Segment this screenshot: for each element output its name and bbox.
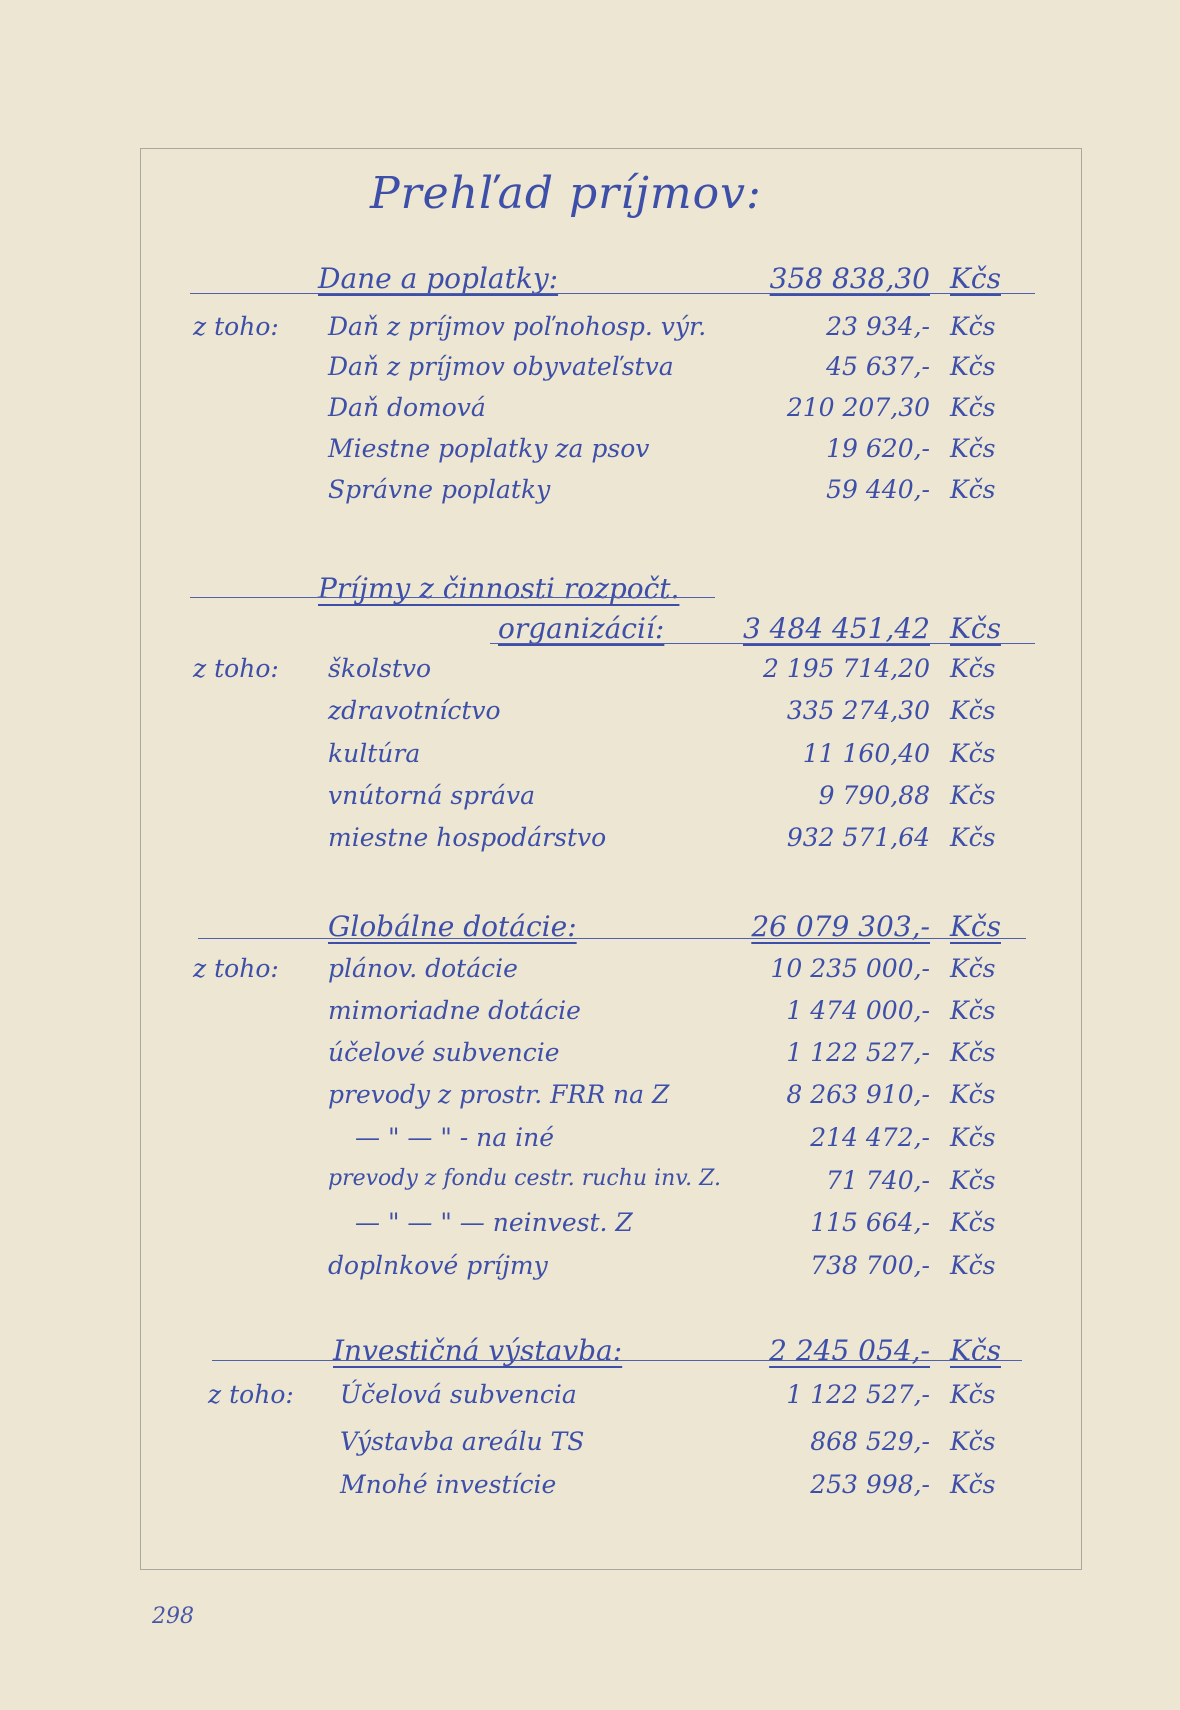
line-item-currency: Kčs bbox=[950, 781, 996, 810]
line-item-amount: 210 207,30 bbox=[786, 393, 930, 422]
line-item-currency: Kčs bbox=[950, 823, 996, 852]
section-heading-dotacie: Globálne dotácie: bbox=[328, 910, 577, 943]
line-item-currency: Kčs bbox=[950, 954, 996, 983]
line-item-label: prevody z prostr. FRR na Z bbox=[328, 1080, 670, 1109]
line-item-currency: Kčs bbox=[950, 1427, 996, 1456]
page-number: 298 bbox=[152, 1604, 194, 1629]
prefix-label: z toho: bbox=[193, 954, 279, 983]
line-item-currency: Kčs bbox=[950, 1080, 996, 1109]
line-item-currency: Kčs bbox=[950, 1380, 996, 1409]
line-item-currency: Kčs bbox=[950, 1470, 996, 1499]
line-item-amount: 2 195 714,20 bbox=[763, 654, 930, 683]
line-item-label: Daň domová bbox=[328, 393, 486, 422]
line-item-amount: 11 160,40 bbox=[802, 739, 930, 768]
line-item-currency: Kčs bbox=[950, 739, 996, 768]
line-item-label: Miestne poplatky za psov bbox=[328, 434, 650, 463]
line-item-label: zdravotníctvo bbox=[328, 696, 501, 725]
line-item-amount: 1 122 527,- bbox=[786, 1380, 930, 1409]
line-item-currency: Kčs bbox=[950, 996, 996, 1025]
line-item-amount: 9 790,88 bbox=[818, 781, 930, 810]
line-item-amount: 253 998,- bbox=[810, 1470, 930, 1499]
line-item-amount: 23 934,- bbox=[826, 312, 930, 341]
line-item-label: plánov. dotácie bbox=[328, 954, 518, 983]
line-item-label: Správne poplatky bbox=[328, 475, 551, 504]
line-item-currency: Kčs bbox=[950, 1208, 996, 1237]
line-item-amount: 115 664,- bbox=[810, 1208, 930, 1237]
line-item-amount: 738 700,- bbox=[810, 1251, 930, 1280]
line-item-label: doplnkové príjmy bbox=[328, 1251, 548, 1280]
line-item-amount: 45 637,- bbox=[826, 352, 930, 381]
currency-label: Kčs bbox=[950, 262, 1001, 295]
section-total-prijmy: 3 484 451,42 bbox=[742, 612, 930, 645]
line-item-amount: 932 571,64 bbox=[786, 823, 930, 852]
line-item-amount: 868 529,- bbox=[810, 1427, 930, 1456]
line-item-label: vnútorná správa bbox=[328, 781, 536, 810]
line-item-amount: 1 474 000,- bbox=[786, 996, 930, 1025]
line-item-currency: Kčs bbox=[950, 352, 996, 381]
line-item-currency: Kčs bbox=[950, 1038, 996, 1067]
prefix-label: z toho: bbox=[208, 1380, 294, 1409]
line-item-currency: Kčs bbox=[950, 1166, 996, 1195]
line-item-currency: Kčs bbox=[950, 475, 996, 504]
currency-label: Kčs bbox=[950, 910, 1001, 943]
section-rule bbox=[198, 938, 1026, 939]
line-item-amount: 71 740,- bbox=[826, 1166, 930, 1195]
section-rule bbox=[190, 293, 1035, 294]
line-item-label: kultúra bbox=[328, 739, 421, 768]
section-total-investicie: 2 245 054,- bbox=[769, 1334, 930, 1367]
line-item-amount: 1 122 527,- bbox=[786, 1038, 930, 1067]
line-item-label: účelové subvencie bbox=[328, 1038, 560, 1067]
prefix-label: z toho: bbox=[193, 654, 279, 683]
line-item-amount: 10 235 000,- bbox=[770, 954, 930, 983]
currency-label: Kčs bbox=[950, 612, 1001, 645]
line-item-currency: Kčs bbox=[950, 312, 996, 341]
line-item-label: Účelová subvencia bbox=[340, 1380, 577, 1409]
line-item-label: — " — " - na iné bbox=[355, 1123, 555, 1152]
section-total-dane: 358 838,30 bbox=[769, 262, 930, 295]
line-item-label: mimoriadne dotácie bbox=[328, 996, 581, 1025]
section-total-dotacie: 26 079 303,- bbox=[751, 910, 930, 943]
line-item-currency: Kčs bbox=[950, 696, 996, 725]
line-item-currency: Kčs bbox=[950, 1123, 996, 1152]
section-rule bbox=[212, 1360, 1022, 1361]
page-title: Prehľad príjmov: bbox=[370, 168, 762, 219]
line-item-label: prevody z fondu cestr. ruchu inv. Z. bbox=[328, 1166, 721, 1191]
section-heading-prijmy-cont: organizácií: bbox=[498, 612, 665, 645]
line-item-amount: 335 274,30 bbox=[786, 696, 930, 725]
line-item-currency: Kčs bbox=[950, 1251, 996, 1280]
section-rule bbox=[490, 643, 1035, 644]
section-heading-prijmy: Príjmy z činnosti rozpočt. bbox=[318, 572, 680, 605]
line-item-amount: 8 263 910,- bbox=[786, 1080, 930, 1109]
line-item-label: Mnohé investície bbox=[340, 1470, 557, 1499]
line-item-currency: Kčs bbox=[950, 434, 996, 463]
prefix-label: z toho: bbox=[193, 312, 279, 341]
line-item-label: Výstavba areálu TS bbox=[340, 1427, 585, 1456]
line-item-label: Daň z príjmov poľnohosp. výr. bbox=[328, 312, 707, 341]
section-heading-investicie: Investičná výstavba: bbox=[333, 1334, 623, 1367]
line-item-currency: Kčs bbox=[950, 393, 996, 422]
line-item-amount: 19 620,- bbox=[826, 434, 930, 463]
line-item-label: Daň z príjmov obyvateľstva bbox=[328, 352, 674, 381]
line-item-amount: 214 472,- bbox=[810, 1123, 930, 1152]
line-item-label: školstvo bbox=[328, 654, 432, 683]
section-rule bbox=[190, 597, 715, 598]
line-item-label: miestne hospodárstvo bbox=[328, 823, 607, 852]
line-item-currency: Kčs bbox=[950, 654, 996, 683]
line-item-label: — " — " — neinvest. Z bbox=[355, 1208, 633, 1237]
line-item-amount: 59 440,- bbox=[826, 475, 930, 504]
section-heading-dane: Dane a poplatky: bbox=[318, 262, 559, 295]
currency-label: Kčs bbox=[950, 1334, 1001, 1367]
